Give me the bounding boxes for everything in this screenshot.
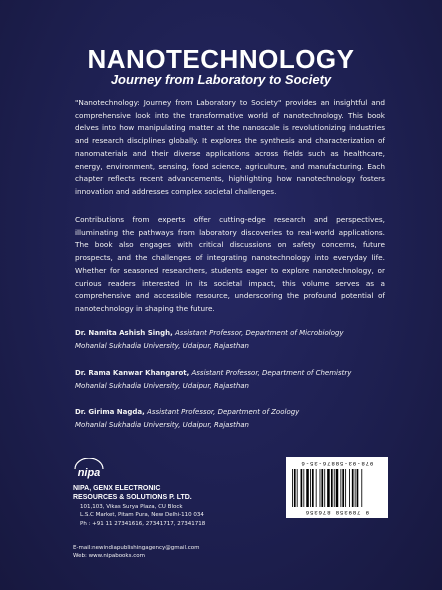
author-affiliation: Mohanlal Sukhadia University, Udaipur, Rajasthan — [75, 421, 249, 429]
book-subtitle: Journey from Laboratory to Society — [110, 72, 332, 87]
phone-line: Ph : +91 11 27341616, 27341717, 27341718 — [80, 520, 206, 527]
publisher-logo — [73, 458, 105, 480]
description-paragraph-2: Contributions from experts offer cutting-edge research and perspectives, illuminating the pathways from laboratory discoveries to real-world applications. The book also engages with critical discussions on safety concerns, future prospects, and the challenges of integrating nanotechnology into everyday life. Whether for seasoned researchers, students eager to explore nanotechnology, or curious readers interested in its societal impact, this volume serves as a comprehensive and accessible resource, underscoring the profound potential of nanotechnology in shaping the future. — [75, 215, 385, 313]
publisher-address — [80, 503, 280, 528]
publisher-email: E-mail:newindiapublishingagency@gmail.com — [73, 545, 200, 551]
address-line-1: 101,103, Vikas Surya Plaza, CU Block — [80, 504, 183, 510]
author-role: Assistant Professor, Department of Chemistry — [191, 369, 352, 377]
author-affiliation: Mohanlal Sukhadia University, Udaipur, Rajasthan — [75, 342, 249, 350]
description-paragraph-1: "Nanotechnology: Journey from Laboratory to Society" provides an insightful and comprehensive look into the transformative world of nanotechnology. This book delves into how manipulating matter at the nanoscale is revolutionizing industries and research disciplines globally. It explores the synthesis and characterization of nanomaterials and their diverse applications across fields such as healthcare, energy, environment, sensing, food science, agriculture, and manufacturing. Each chapter reflects recent advancements, highlighting how nanotechnology fosters innovation and addresses complex societal challenges. — [75, 98, 385, 196]
publisher-name — [73, 484, 273, 502]
barcode-digits: 9 789358 876356 — [304, 509, 370, 516]
author-name-line — [75, 406, 405, 419]
publisher-website: Web: www.nipabooks.com — [73, 553, 145, 559]
author-name-line — [75, 327, 405, 340]
book-title: NANOTECHNOLOGY — [87, 44, 355, 74]
isbn-barcode — [286, 457, 388, 518]
author-role: Assistant Professor, Department of Microbiology — [175, 329, 344, 337]
publisher-name-line-1: NIPA, GENX ELECTRONIC — [73, 485, 161, 492]
publisher-name-line-2: RESOURCES & SOLUTIONS P. LTD. — [73, 494, 192, 501]
author-name: Dr. Rama Kanwar Khangarot, — [75, 369, 190, 377]
author-entry — [75, 406, 405, 432]
author-name: Dr. Girima Nagda, — [75, 408, 145, 416]
author-name-line — [75, 367, 405, 380]
address-line-2: L.S.C Market, Pitam Pura, New Delhi-110 034 — [80, 512, 204, 519]
author-entry — [75, 327, 405, 353]
publisher-logo-text: nipa — [77, 467, 101, 479]
author-role: Assistant Professor, Department of Zoology — [147, 408, 300, 416]
author-name: Dr. Namita Ashish Singh, — [75, 329, 173, 337]
author-entry — [75, 367, 405, 393]
isbn-number: 978-93-58876-35-6 — [300, 460, 374, 467]
author-affiliation: Mohanlal Sukhadia University, Udaipur, Rajasthan — [75, 382, 249, 390]
barcode-bars — [292, 469, 382, 507]
